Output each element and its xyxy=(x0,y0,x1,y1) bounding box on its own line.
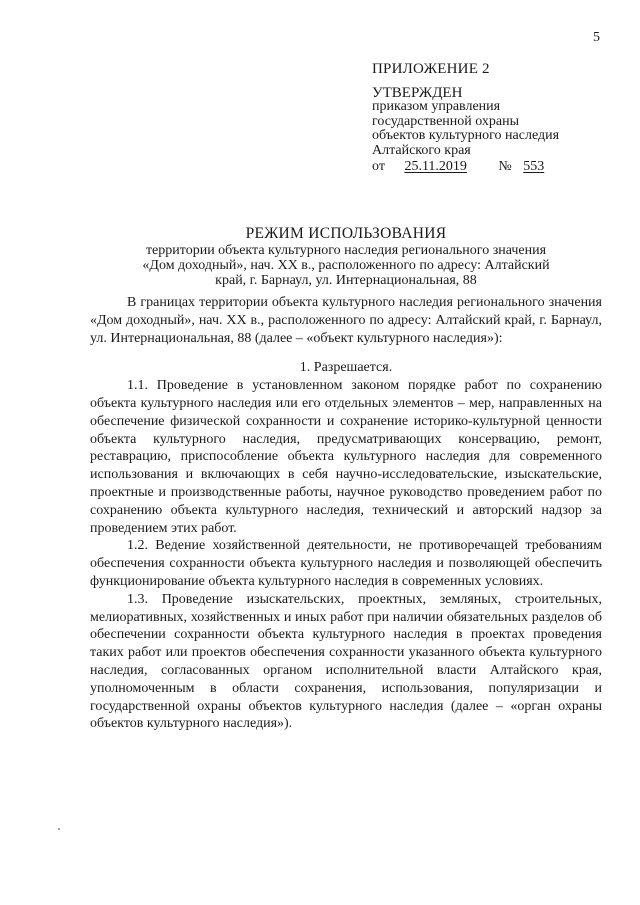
document-title: РЕЖИМ ИСПОЛЬЗОВАНИЯ xyxy=(245,225,447,242)
page-number: 5 xyxy=(593,30,600,45)
intro-paragraph: В границах территории объекта культурного наследия регионального значения «Дом доходный», нач. XX в., расположенного по адресу: Алтайский край, г. Барнаул, ул. Интернациональная, 88 (далее – «объект культурного наследия»): xyxy=(90,295,602,346)
order-number: 553 xyxy=(523,159,545,174)
subtitle-line-3: край, г. Барнаул, ул. Интернациональная, 88 xyxy=(215,273,477,288)
appendix-label: ПРИЛОЖЕНИЕ 2 xyxy=(372,61,490,77)
number-label: № xyxy=(498,159,512,174)
order-date: 25.11.2019 xyxy=(404,159,467,174)
section-heading: 1. Разрешается. xyxy=(299,360,393,376)
approval-stamp-block xyxy=(372,62,559,175)
clause-1-1: 1.1. Проведение в установленном законом порядке работ по сохранению объекта культурного наследия или его отдельных элементов – мер, направленных на обеспечение физической сохранности и сохранение историко-культурной ценности объекта культурного наследия, предусматривающих консервацию, ремонт, реставрацию, приспособление объекта культурного наследия для современного использования и включающих в себя научно-исследовательские, изыскательские, проектные и производственные работы, научное руководство проведением работ по сохранению объекта культурного наследия, технический и авторский надзор за проведением этих работ. xyxy=(90,378,602,536)
approval-line-1: приказом управления xyxy=(372,99,501,114)
approved-label: УТВЕРЖДЕН xyxy=(372,84,463,101)
subtitle-line-1: территории объекта культурного наследия регионального значения xyxy=(145,243,547,258)
approval-line-4: Алтайского края xyxy=(372,142,471,158)
clause-1-2: 1.2. Ведение хозяйственной деятельности, не противоречащей требованиям обеспечения сохранности объекта культурного наследия и позволяющей обеспечить функционирование объекта культурного наследия в современных условиях. xyxy=(90,538,602,589)
from-label: от xyxy=(372,159,385,174)
scan-speck xyxy=(58,828,60,830)
approval-line-3: объектов культурного наследия xyxy=(372,128,560,143)
document-title-block xyxy=(90,226,602,288)
order-date-number xyxy=(372,160,559,175)
clause-1-3: 1.3. Проведение изыскательских, проектных, земляных, строительных, мелиоративных, хозяйственных и иных работ при наличии обязательных разделов об обеспечении сохранности объекта культурного наследия в проектах проведения таких работ или проектов обеспечения сохранности указанного объекта культурного наследия, согласованных органом исполнительной власти Алтайского края, уполномоченным в области сохранения, использования, популяризации и государственной охраны объектов культурного наследия (далее – «орган охраны объектов культурного наследия»). xyxy=(90,591,602,732)
approval-line-2: государственной охраны xyxy=(372,113,520,129)
document-body xyxy=(90,294,602,733)
subtitle-line-2: «Дом доходный», нач. XX в., расположенного по адресу: Алтайский xyxy=(142,258,550,273)
